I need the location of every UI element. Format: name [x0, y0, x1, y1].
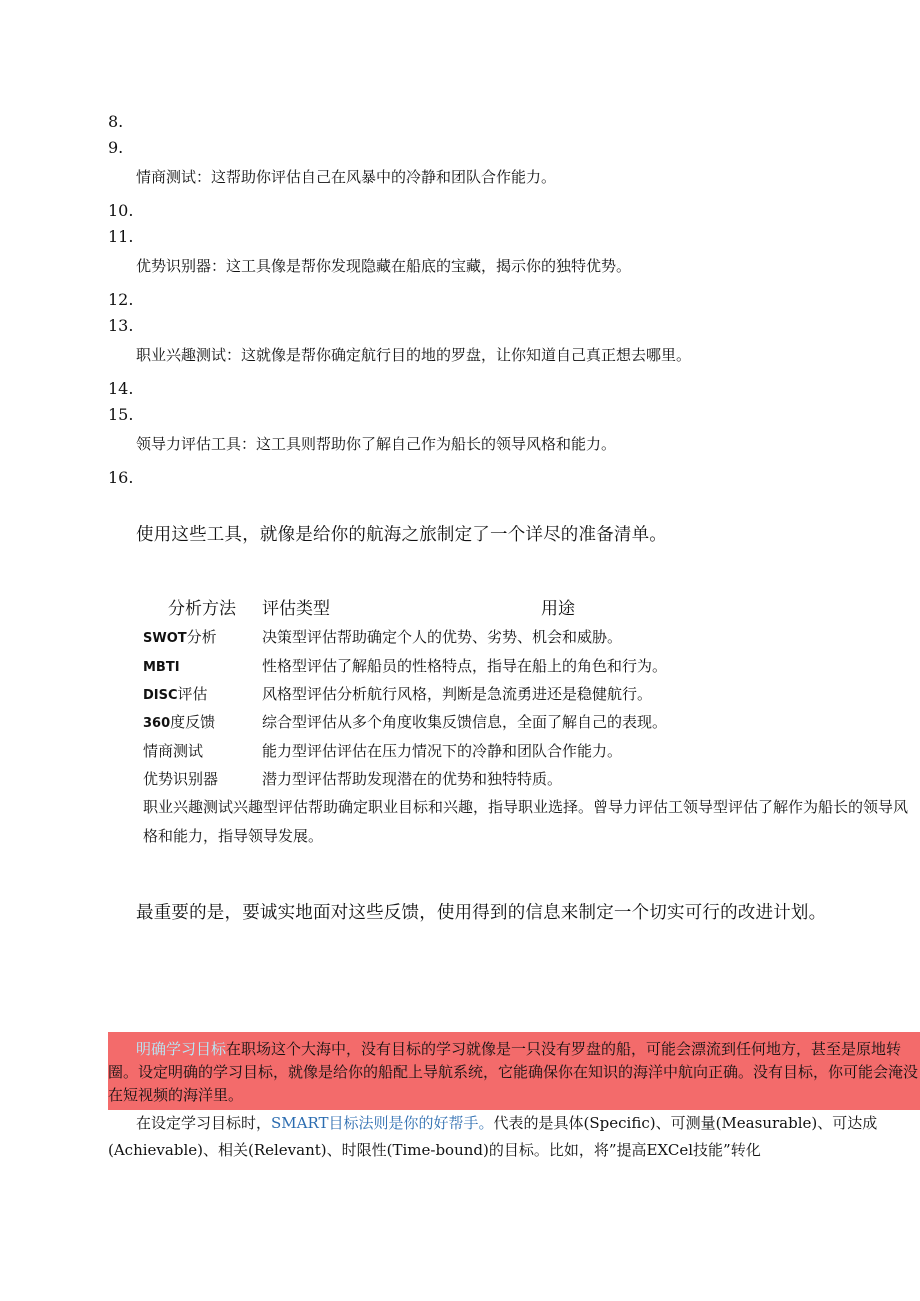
- list-number-11: 11.: [108, 227, 134, 246]
- smart-paragraph: [108, 1110, 913, 1164]
- list-number-15: 15.: [108, 405, 134, 424]
- list-item-leadership-tool: 领导力评估工具：这工具则帮助你了解自己作为船长的领导风格和能力。: [136, 435, 617, 453]
- table-header-usage: 用途: [541, 599, 575, 619]
- list-number-14: 14.: [108, 379, 134, 398]
- smart-lead: 在设定学习目标时，: [136, 1114, 272, 1132]
- list-number-9: 9.: [108, 138, 124, 157]
- table-header-method: 分析方法: [168, 599, 236, 619]
- smart-rest: 代表的是具体(Specific)、可测量(Measurable)、可达成(Achievable)、相关(Relevant)、时限性(Time-bound)的目标。比如，将”提高EXCel技能”转化: [108, 1114, 878, 1159]
- list-number-13: 13.: [108, 316, 134, 335]
- table-row-desc: 风格型评估分析航行风格，判断是急流勇进还是稳健航行。: [262, 685, 653, 703]
- table-row-method: 360度反馈: [143, 713, 216, 731]
- table-row-desc: 潜力型评估帮助发现潜在的优势和独特特质。: [262, 770, 563, 788]
- table-header-type: 评估类型: [262, 599, 330, 619]
- table-row-desc: 决策型评估帮助确定个人的优势、劣势、机会和威胁。: [262, 628, 623, 646]
- table-row-desc: 性格型评估了解船员的性格特点，指导在船上的角色和行为。: [262, 657, 668, 675]
- conclusion-sentence: 最重要的是，要诚实地面对这些反馈，使用得到的信息来制定一个切实可行的改进计划。: [136, 903, 827, 923]
- summary-sentence: 使用这些工具，就像是给你的航海之旅制定了一个详尽的准备清单。: [136, 525, 667, 545]
- table-row-desc: 能力型评估评估在压力情况下的冷静和团队合作能力。: [262, 742, 623, 760]
- list-item-eq-test: 情商测试：这帮助你评估自己在风暴中的冷静和团队合作能力。: [136, 168, 557, 186]
- highlight-paragraph: [108, 1038, 918, 1107]
- list-number-12: 12.: [108, 290, 134, 309]
- table-row-method: MBTI: [143, 660, 180, 675]
- table-row-method: DISC评估: [143, 685, 208, 703]
- list-item-career-interest: 职业兴趣测试：这就像是帮你确定航行目的地的罗盘，让你知道自己真正想去哪里。: [136, 346, 692, 364]
- table-row-method: 情商测试: [143, 742, 204, 760]
- highlight-label: 明确学习目标: [136, 1040, 227, 1058]
- list-number-10: 10.: [108, 201, 134, 220]
- smart-accent: SMART目标法则是你的好帮手。: [271, 1114, 494, 1132]
- list-number-8: 8.: [108, 112, 124, 131]
- list-item-strengths-finder: 优势识别器：这工具像是帮你发现隐藏在船底的宝藏，揭示你的独特优势。: [136, 257, 632, 275]
- table-row-method: 优势识别器: [143, 770, 219, 788]
- list-number-16: 16.: [108, 468, 134, 487]
- table-row-desc: 综合型评估从多个角度收集反馈信息，全面了解自己的表现。: [262, 713, 668, 731]
- table-row-method: SWOT分析: [143, 628, 217, 646]
- highlight-body: 在职场这个大海中，没有目标的学习就像是一只没有罗盘的船，可能会漂流到任何地方，甚至是原地转圈。设定明确的学习目标，就像是给你的船配上导航系统，它能确保你在知识的海洋中航向正确。没有目标，你可能会淹没在短视频的海洋里。: [108, 1040, 919, 1104]
- table-wrapped-rows: 职业兴趣测试兴趣型评估帮助确定职业目标和兴趣，指导职业选择。曾导力评估工领导型评估了解作为船长的领导风格和能力，指导领导发展。: [143, 798, 909, 845]
